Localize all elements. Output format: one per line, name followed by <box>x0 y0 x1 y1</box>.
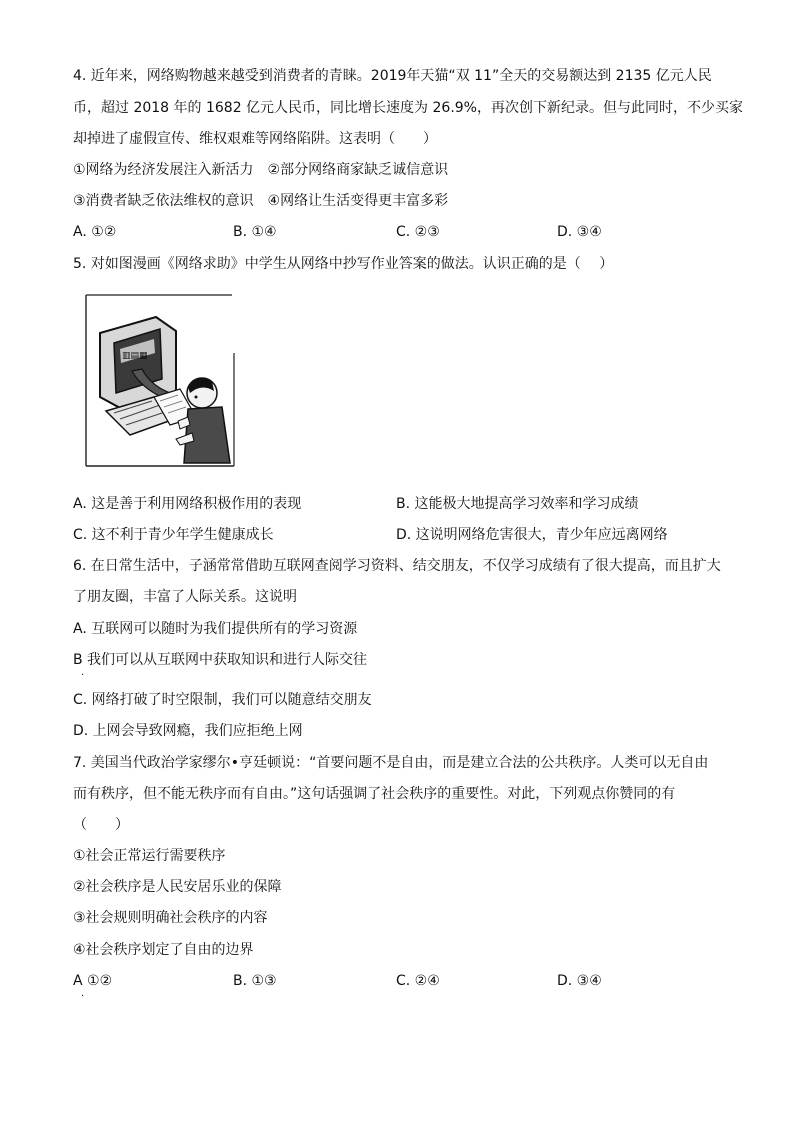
q7-option-b[interactable]: B. ①③ <box>233 973 277 989</box>
q4-stem-line-1: 4. 近年来，网络购物越来越受到消费者的青睐。2019年天猫“双 11”全天的交易额达到 2135 亿元人民 <box>73 68 712 84</box>
q4-option-d[interactable]: D. ③④ <box>557 224 602 240</box>
svg-text:▥▤▦: ▥▤▦ <box>122 351 148 361</box>
q5-option-c[interactable]: C. 这不利于青少年学生健康成长 <box>73 527 274 543</box>
q4-option-b[interactable]: B. ①④ <box>233 224 277 240</box>
q7-stem-line-2: 而有秩序，但不能无秩序而有自由。”这句话强调了社会秩序的重要性。对此，下列观点你赞同的有 <box>73 786 676 802</box>
q5-option-b[interactable]: B. 这能极大地提高学习效率和学习成绩 <box>396 496 639 512</box>
q7-option-a[interactable]: A ①② <box>73 973 113 989</box>
q4-statements-line-1: ①网络为经济发展注入新活力 ②部分网络商家缺乏诚信意识 <box>73 162 449 178</box>
q6-option-b[interactable]: B 我们可以从互联网中获取知识和进行人际交往 <box>73 652 368 668</box>
q7-stem-line-1: 7. 美国当代政治学家缪尔•亨廷顿说：“首要问题不是自由，而是建立合法的公共秩序。人类可以无自由 <box>73 755 709 771</box>
q7-statement-1: ①社会正常运行需要秩序 <box>73 848 226 864</box>
q6-option-a[interactable]: A. 互联网可以随时为我们提供所有的学习资源 <box>73 621 358 637</box>
q5-option-d[interactable]: D. 这说明网络危害很大，青少年应远离网络 <box>396 527 668 543</box>
scan-mark: · <box>81 991 85 1002</box>
q7-statement-3: ③社会规则明确社会秩序的内容 <box>73 910 268 926</box>
q7-stem-line-3: （ ） <box>73 817 129 833</box>
q7-option-d[interactable]: D. ③④ <box>557 973 602 989</box>
q4-option-a[interactable]: A. ①② <box>73 224 117 240</box>
q4-option-c[interactable]: C. ②③ <box>396 224 440 240</box>
q6-option-c[interactable]: C. 网络打破了时空限制，我们可以随意结交朋友 <box>73 692 372 708</box>
q5-option-a[interactable]: A. 这是善于利用网络积极作用的表现 <box>73 496 302 512</box>
q4-stem-line-2: 币，超过 2018 年的 1682 亿元人民币，同比增长速度为 26.9%，再次创下新纪录。但与此同时，不少买家 <box>73 100 743 116</box>
q7-statement-4: ④社会秩序划定了自由的边界 <box>73 942 254 958</box>
q6-option-d[interactable]: D. 上网会导致网瘾，我们应拒绝上网 <box>73 723 303 739</box>
q7-statement-2: ②社会秩序是人民安居乐业的保障 <box>73 879 282 895</box>
scan-mark: · <box>81 670 85 681</box>
q6-stem-line-2: 了朋友圈，丰富了人际关系。这说明 <box>73 589 297 605</box>
q7-option-c[interactable]: C. ②④ <box>396 973 440 989</box>
q5-stem: 5. 对如图漫画《网络求助》中学生从网络中抄写作业答案的做法。认识正确的是（ ） <box>73 256 614 272</box>
q4-statements-line-2: ③消费者缺乏依法维权的意识 ④网络让生活变得更丰富多彩 <box>73 193 449 209</box>
q6-stem-line-1: 6. 在日常生活中，子涵常常借助互联网查阅学习资料、结交朋友，不仅学习成绩有了很大提高，而且扩大 <box>73 558 721 574</box>
q4-stem-line-3: 却掉进了虚假宣传、维权艰难等网络陷阱。这表明（ ） <box>73 131 437 147</box>
cartoon-image <box>84 293 236 469</box>
